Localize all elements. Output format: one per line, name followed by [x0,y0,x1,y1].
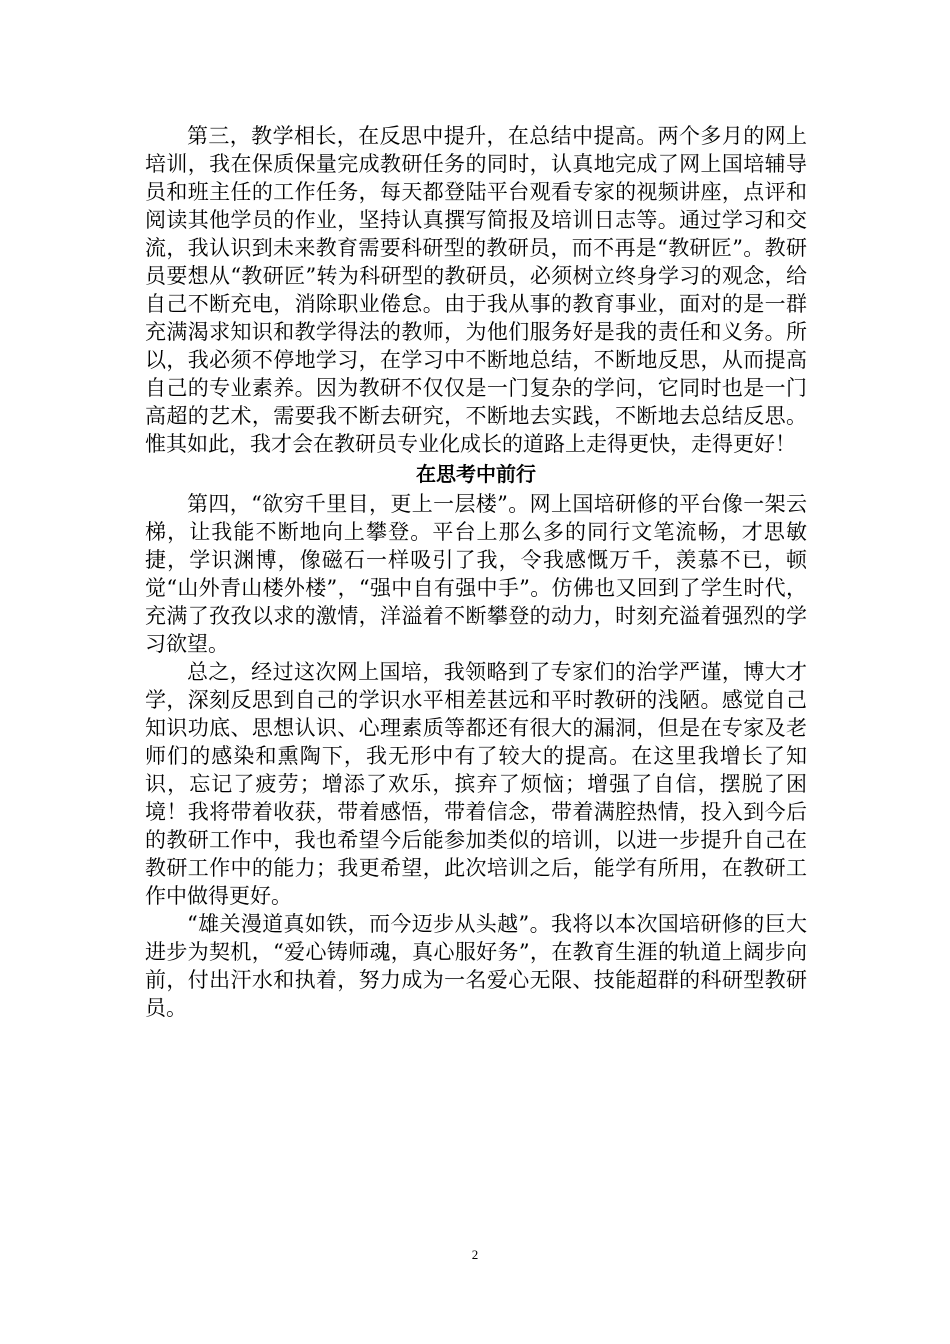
paragraph-fourth-point: 第四，“欲穷千里目，更上一层楼”。网上国培研修的平台像一架云梯，让我能不断地向上攀登。平台上那么多的同行文笔流畅，才思敏捷，学识渊博，像磁石一样吸引了我，令我感慨万千，羡慕不已，顿觉“山外青山楼外楼”，“强中自有强中手”。仿佛也又回到了学生时代，充满了孜孜以求的激情，洋溢着不断攀登的动力，时刻充溢着强烈的学习欲望。 [145,492,807,656]
section-heading: 在思考中前行 [416,462,536,486]
page-number: 2 [471,1247,479,1262]
paragraph-third-point: 第三，教学相长，在反思中提升，在总结中提高。两个多月的网上培训，我在保质保量完成教研任务的同时，认真地完成了网上国培辅导员和班主任的工作任务，每天都登陆平台观看专家的视频讲座，点评和阅读其他学员的作业，坚持认真撰写简报及培训日志等。通过学习和交流，我认识到未来教育需要科研型的教研员，而不再是“教研匠”。教研员要想从“教研匠”转为科研型的教研员，必须树立终身学习的观念，给自己不断充电，消除职业倦怠。由于我从事的教育事业，面对的是一群充满渴求知识和教学得法的教师，为他们服务好是我的责任和义务。所以，我必须不停地学习，在学习中不断地总结，不断地反思，从而提高自己的专业素养。因为教研不仅仅是一门复杂的学问，它同时也是一门高超的艺术，需要我不断去研究，不断地去实践，不断地去总结反思。惟其如此，我才会在教研员专业化成长的道路上走得更快，走得更好！ [145,124,807,456]
paragraph-summary: 总之，经过这次网上国培，我领略到了专家们的治学严谨，博大才学，深刻反思到自己的学识水平相差甚远和平时教研的浅陋。感觉自己知识功底、思想认识、心理素质等都还有很大的漏洞，但是在专家及老师们的感染和熏陶下，我无形中有了较大的提高。在这里我增长了知识，忘记了疲劳；增添了欢乐，摈弃了烦恼；增强了自信，摆脱了困境！我将带着收获，带着感悟，带着信念，带着满腔热情，投入到今后的教研工作中，我也希望今后能参加类似的培训，以进一步提升自己在教研工作中的能力；我更希望，此次培训之后，能学有所用，在教研工作中做得更好。 [145,660,807,908]
paragraph-closing: “雄关漫道真如铁，而今迈步从头越”。我将以本次国培研修的巨大进步为契机，“爱心铸师魂，真心服好务”，在教育生涯的轨道上阔步向前，付出汗水和执着，努力成为一名爱心无限、技能超群的科研型教研员。 [145,912,807,1020]
document-body [145,122,807,1022]
